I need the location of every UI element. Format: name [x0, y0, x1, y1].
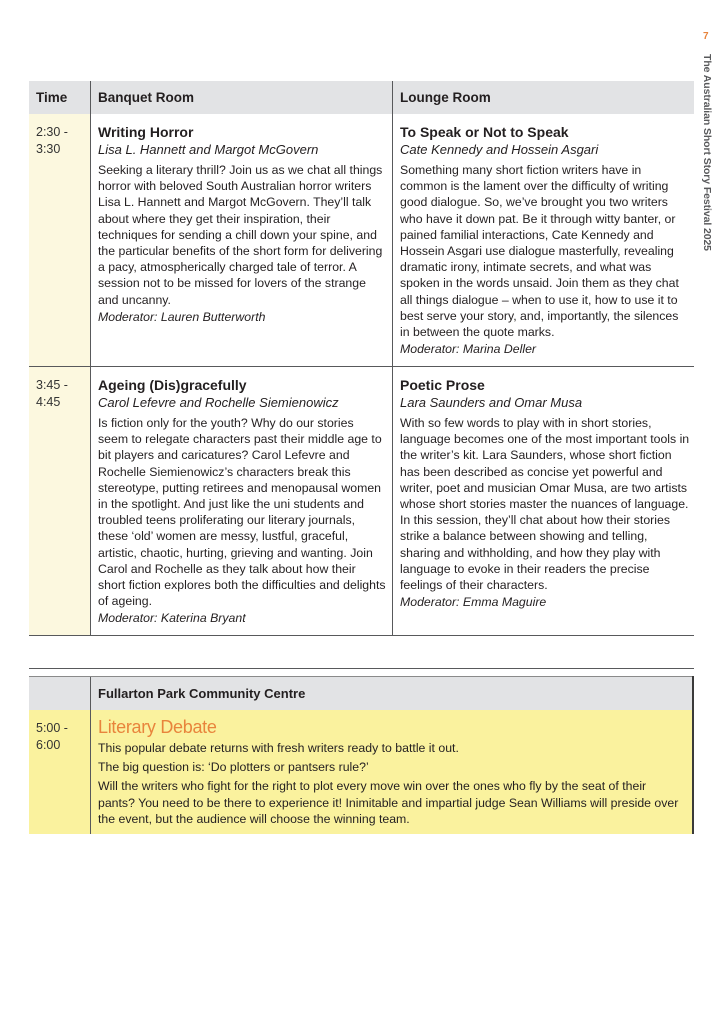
event-moderator: Moderator: Lauren Butterworth — [98, 309, 266, 324]
table-row — [29, 114, 694, 367]
event-title: To Speak or Not to Speak — [400, 124, 569, 140]
schedule-table — [29, 81, 694, 636]
table-row — [29, 710, 692, 834]
event-cell — [90, 367, 392, 635]
event-title: Ageing (Dis)gracefully — [98, 377, 247, 393]
table-header — [29, 81, 694, 114]
time-slot: 5:00 - 6:00 — [36, 721, 68, 752]
table-row — [29, 367, 694, 636]
header-venue: Fullarton Park Community Centre — [90, 677, 692, 710]
table-header — [29, 676, 692, 710]
event-description: Is fiction only for the youth? Why do our stories seem to relegate characters past their middle age to bit players and caricatures? Carol Lefevre and Rochelle Siemienowicz’s characters break this stereotype, putting retirees and menopausal women in the spotlight. And just like the uni students and troubled teens proliferating our literary journals, these ‘old’ women are messy, lustful, graceful, artistic, chaotic, hurting, grieving and wanting. Join Carol and Rochelle as they talk about how their short fiction explores both the difficulties and delights of ageing. — [98, 416, 386, 609]
event-cell — [90, 114, 392, 366]
event-title: Literary Debate — [98, 717, 217, 737]
event-description: Something many short fiction writers have in common is the lament over the difficulty of writing good dialogue. So, we’ve brought you two writers who have it down pat. Be it through witty banter, or pained familial interactions, Cate Kennedy and Hossein Asgari use dialogue masterfully, revealing dramatic irony, intimate secrets, and what was spoken in the words unsaid. Join them as they chat all things dialogue – when to use it, how to use it to best serve your story, and, importantly, the silences in between the quote marks. — [400, 163, 679, 340]
event-authors: Lisa L. Hannett and Margot McGovern — [98, 142, 319, 157]
event-description: Will the writers who fight for the right to plot every move win over the ones who fly by the seat of their pants? You need to be there to experience it! Inimitable and impartial judge Sean Williams will preside over the event, but the audience will choose the winning team. — [98, 779, 679, 826]
event-cell — [392, 367, 694, 635]
header-lounge-room: Lounge Room — [392, 81, 694, 114]
event-authors: Cate Kennedy and Hossein Asgari — [400, 142, 599, 157]
header-banquet-room: Banquet Room — [90, 81, 392, 114]
event-title: Writing Horror — [98, 124, 194, 140]
event-description: This popular debate returns with fresh writers ready to battle it out. — [98, 741, 459, 755]
event-description: With so few words to play with in short stories, language becomes one of the most important tools in the writer’s kit. Lara Saunders, whose short fiction has been described as concise yet powerful and writer, poet and musician Omar Musa, are two artists whose short stories master the nuances of language. In this session, they’ll chat about how their stories strike a balance between showing and telling, sharing and withholding, and how they play with language to evoke in their readers the precise feelings of their characters. — [400, 416, 690, 593]
event-description: The big question is: ‘Do plotters or pantsers rule?’ — [98, 760, 369, 775]
time-slot: 2:30 - 3:30 — [29, 114, 90, 366]
page-number: 7 — [703, 31, 709, 42]
event-authors: Carol Lefevre and Rochelle Siemienowicz — [98, 395, 339, 410]
header-time-empty — [29, 677, 90, 710]
event-moderator: Moderator: Emma Maguire — [400, 595, 547, 610]
event-description: Seeking a literary thrill? Join us as we chat all things horror with beloved South Australian horror writers Lisa L. Hannett and Margot McGovern. They’ll talk about where they get their inspiration, their techniques for sending a chill down your spine, and the particular benefits of the short form for delivering a pacy, atmospherically charged tale of terror. A session not to be missed for lovers of the strange and uncanny. — [98, 163, 383, 307]
event-authors: Lara Saunders and Omar Musa — [400, 395, 583, 410]
event-title: Poetic Prose — [400, 377, 485, 393]
event-cell — [392, 114, 694, 366]
time-slot: 3:45 - 4:45 — [29, 367, 90, 635]
section-divider — [29, 668, 694, 669]
debate-table — [29, 676, 694, 834]
event-moderator: Moderator: Katerina Bryant — [98, 611, 246, 626]
header-time: Time — [36, 90, 68, 105]
event-moderator: Moderator: Marina Deller — [400, 342, 536, 357]
running-title: The Australian Short Story Festival 2025 — [701, 54, 713, 251]
event-cell — [90, 710, 692, 834]
